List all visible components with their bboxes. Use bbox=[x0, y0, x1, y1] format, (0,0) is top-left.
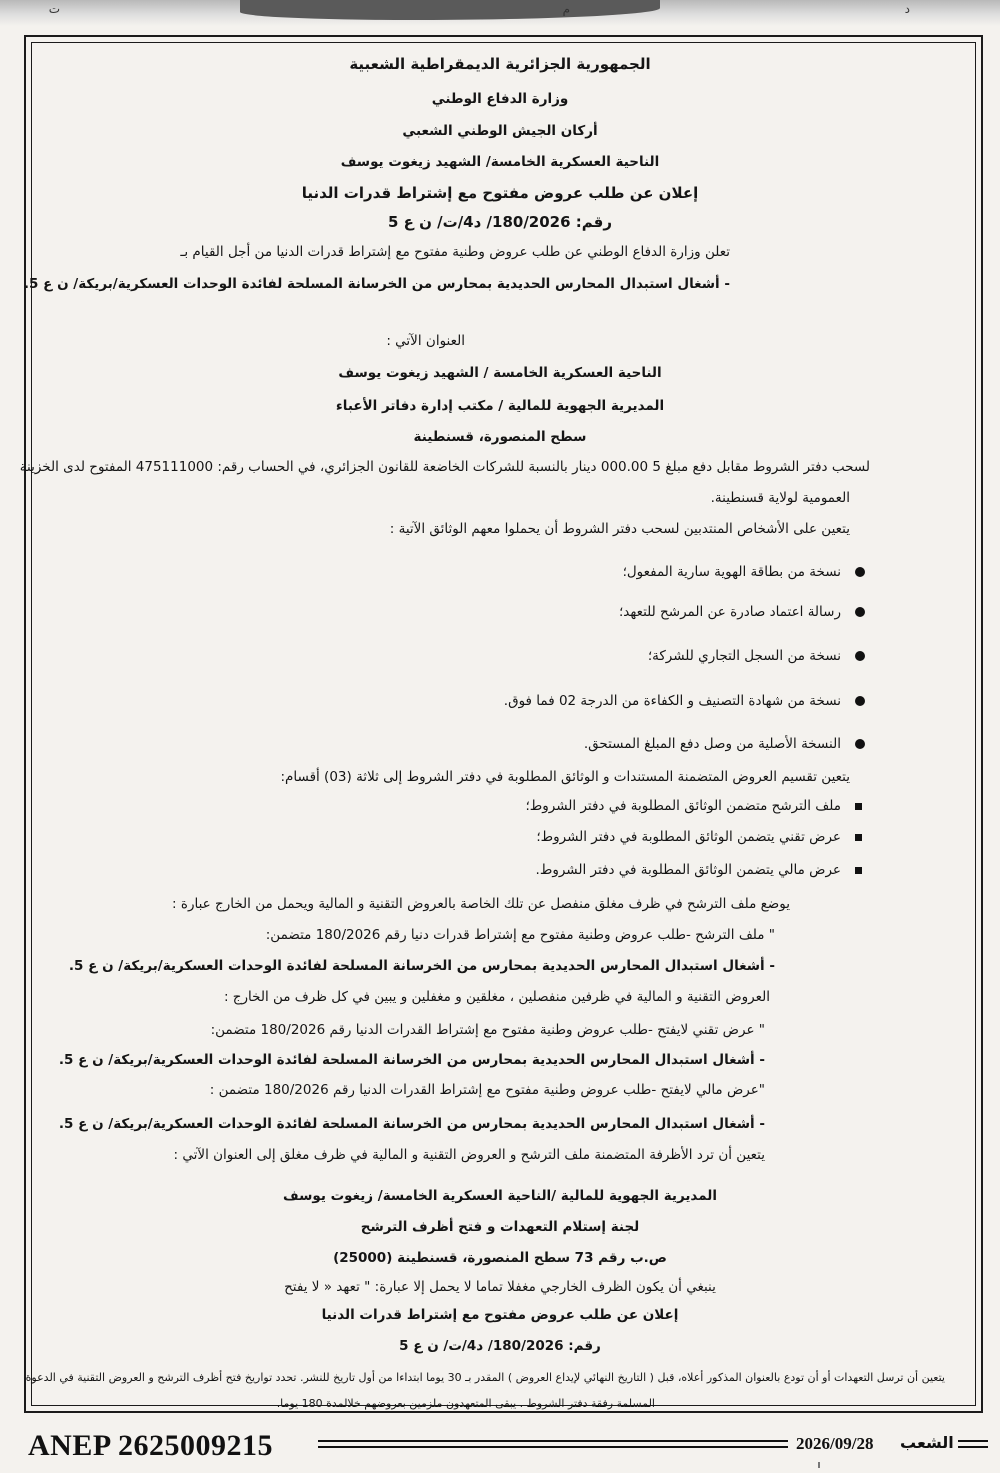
intro-line-1: تعلن وزارة الدفاع الوطني عن طلب عروض وطنية مفتوح مع إشتراط قدرات الدنيا من أجل القيام بـ bbox=[180, 244, 730, 260]
section-item-text: عرض مالي يتضمن الوثائق المطلوبة في دفتر الشروط. bbox=[535, 862, 841, 878]
address-label: العنوان الآتي : bbox=[386, 333, 465, 349]
top-strip-letter-right: د bbox=[904, 2, 910, 16]
document-item-text: رسالة اعتماد صادرة عن المرشح للتعهد؛ bbox=[619, 604, 841, 620]
envelopes-paragraph-9: يتعين أن ترد الأظرفة المتضمنة ملف الترشح و العروض التقنية و المالية في ظرف مغلق إلى العنوان الآتي : bbox=[173, 1147, 765, 1163]
header-number: رقم: 180/2026/ د4/ت/ ن ع 5 bbox=[387, 213, 613, 231]
payment-line-1: لسحب دفتر الشروط مقابل دفع مبلغ 5 000.00 دينار بالنسبة للشركات الخاضعة للقانون الجزائري، في الحساب رقم: 475111000 المفتوح لدى الخزينة bbox=[19, 459, 870, 475]
address-line-2: المديرية الجهوية للمالية / مكتب إدارة دفاتر الأعباء bbox=[335, 398, 665, 414]
payment-line-2: العمومية لولاية قسنطينة. bbox=[710, 490, 850, 506]
newspaper-name: الشعب bbox=[900, 1433, 954, 1452]
closing-line-1: يتعين أن ترسل التعهدات أو أن تودع بالعنوان المذكور أعلاه، قبل ( التاريخ النهائي لإيداع العروض ) المقدر بـ 30 يوما ابتداءا من أول تاريخ للنشر. تحدد تواريخ فتح أظرف الترشح و العروض التقنية في الدعوة bbox=[25, 1371, 945, 1384]
bullet-square-icon bbox=[855, 867, 862, 874]
envelopes-paragraph-6: - أشغال استبدال المحارس الحديدية بمحارس من الخرسانة المسلحة لفائدة الوحدات العسكرية/بريكة/ ن ع 5. bbox=[58, 1052, 765, 1068]
delivery-line-5: إعلان عن طلب عروض مفتوح مع إشتراط قدرات الدنيا bbox=[321, 1307, 679, 1323]
bullet-square-icon bbox=[855, 834, 862, 841]
section-item bbox=[526, 797, 862, 815]
delivery-line-1: المديرية الجهوية للمالية /الناحية العسكرية الخامسة/ زيغوت يوسف bbox=[283, 1188, 717, 1204]
footer-rule-lower bbox=[318, 1446, 788, 1448]
header-ministry: وزارة الدفاع الوطني bbox=[431, 91, 569, 107]
document-item-text: النسخة الأصلية من وصل دفع المبلغ المستحق. bbox=[583, 736, 841, 752]
bullet-dot-icon bbox=[855, 651, 865, 661]
envelopes-paragraph-8: - أشغال استبدال المحارس الحديدية بمحارس من الخرسانة المسلحة لفائدة الوحدات العسكرية/بريكة/ ن ع 5. bbox=[58, 1116, 765, 1132]
anep-reference: ANEP 2625009215 bbox=[28, 1429, 274, 1462]
document-item bbox=[584, 735, 865, 753]
delivery-line-2: لجنة إستلام التعهدات و فتح أظرف الترشح bbox=[360, 1219, 640, 1235]
delivery-line-4: ينبغي أن يكون الظرف الخارجي مغفلا تماما لا يحمل إلا عبارة: " تعهد « لا يفتح bbox=[284, 1279, 716, 1295]
section-item bbox=[536, 828, 862, 846]
delivery-line-6: رقم: 180/2026/ د4/ت/ ن ع 5 bbox=[399, 1338, 601, 1354]
header-staff: أركان الجيش الوطني الشعبي bbox=[402, 123, 598, 139]
delivery-line-3: ص.ب رقم 73 سطح المنصورة، قسنطينة (25000) bbox=[333, 1250, 667, 1266]
document-item bbox=[648, 647, 865, 665]
bullet-square-icon bbox=[855, 803, 862, 810]
closing-line-2: المسلمة رفقة دفتر الشروط . يبقى المتعهدون ملزمين بعروضهم خلالمدة 180 يوما. bbox=[276, 1397, 655, 1410]
scan-mark bbox=[818, 1462, 820, 1468]
section-item bbox=[536, 861, 862, 879]
envelopes-paragraph-3: - أشغال استبدال المحارس الحديدية بمحارس من الخرسانة المسلحة لفائدة الوحدات العسكرية/بريكة/ ن ع 5. bbox=[68, 958, 775, 974]
document-item-text: نسخة من شهادة التصنيف و الكفاءة من الدرجة 02 فما فوق. bbox=[503, 693, 841, 709]
header-country: الجمهورية الجزائرية الديمقراطية الشعبية bbox=[349, 55, 651, 73]
address-line-3: سطح المنصورة، قسنطينة bbox=[413, 429, 587, 445]
top-strip-letter-mid: م bbox=[562, 2, 570, 16]
section-item-text: ملف الترشح متضمن الوثائق المطلوبة في دفتر الشروط؛ bbox=[525, 798, 841, 814]
top-strip-letter-left: ت bbox=[48, 2, 60, 16]
footer-rule-right-lower bbox=[958, 1446, 988, 1448]
document-item-text: نسخة من السجل التجاري للشركة؛ bbox=[647, 648, 841, 664]
document-item bbox=[504, 692, 865, 710]
document-item-text: نسخة من بطاقة الهوية سارية المفعول؛ bbox=[622, 564, 841, 580]
bullet-dot-icon bbox=[855, 607, 865, 617]
intro-line-2: - أشغال استبدال المحارس الحديدية بمحارس من الخرسانة المسلحة لفائدة الوحدات العسكرية/بريكة/ ن ع 5. bbox=[23, 276, 730, 292]
envelopes-paragraph-7: "عرض مالي لايفتح -طلب عروض وطنية مفتوح مع إشتراط القدرات الدنيا رقم 180/2026 متضمن : bbox=[209, 1082, 765, 1098]
envelopes-paragraph-5: " عرض تقني لايفتح -طلب عروض وطنية مفتوح مع إشتراط القدرات الدنيا رقم 180/2026 متضمن: bbox=[210, 1022, 765, 1038]
envelopes-paragraph-4: العروض التقنية و المالية في ظرفين منفصلين ، مغلقين و مغفلين و يبين في كل ظرف من الخارج : bbox=[223, 989, 770, 1005]
top-strip-text bbox=[10, 2, 990, 20]
bullet-dot-icon bbox=[855, 739, 865, 749]
footer-rule-upper bbox=[318, 1440, 788, 1442]
document-item bbox=[619, 603, 865, 621]
address-line-1: الناحية العسكرية الخامسة / الشهيد زيغوت يوسف bbox=[338, 365, 662, 381]
header-region: الناحية العسكرية الخامسة/ الشهيد زيغوت يوسف bbox=[340, 154, 660, 170]
bullet-dot-icon bbox=[855, 696, 865, 706]
bullet-dot-icon bbox=[855, 567, 865, 577]
section-item-text: عرض تقني يتضمن الوثائق المطلوبة في دفتر الشروط؛ bbox=[536, 829, 841, 845]
publication-date: 2026/09/28 bbox=[796, 1434, 874, 1453]
document-item bbox=[623, 563, 865, 581]
header-title: إعلان عن طلب عروض مفتوح مع إشتراط قدرات الدنيا bbox=[301, 184, 699, 202]
sections-intro: يتعين تقسيم العروض المتضمنة المستندات و الوثائق المطلوبة في دفتر الشروط إلى ثلاثة (03) أقسام: bbox=[280, 769, 850, 785]
notice-frame bbox=[24, 35, 983, 1413]
documents-intro: يتعين على الأشخاص المنتدبين لسحب دفتر الشروط أن يحملوا معهم الوثائق الآتية : bbox=[389, 521, 850, 537]
footer-rule-right-upper bbox=[958, 1440, 988, 1442]
envelopes-paragraph-1: يوضع ملف الترشح في ظرف مغلق منفصل عن تلك الخاصة بالعروض التقنية و المالية ويحمل من الخارج عبارة : bbox=[172, 896, 790, 912]
envelopes-paragraph-2: " ملف الترشح -طلب عروض وطنية مفتوح مع إشتراط قدرات دنيا رقم 180/2026 متضمن: bbox=[265, 927, 775, 943]
